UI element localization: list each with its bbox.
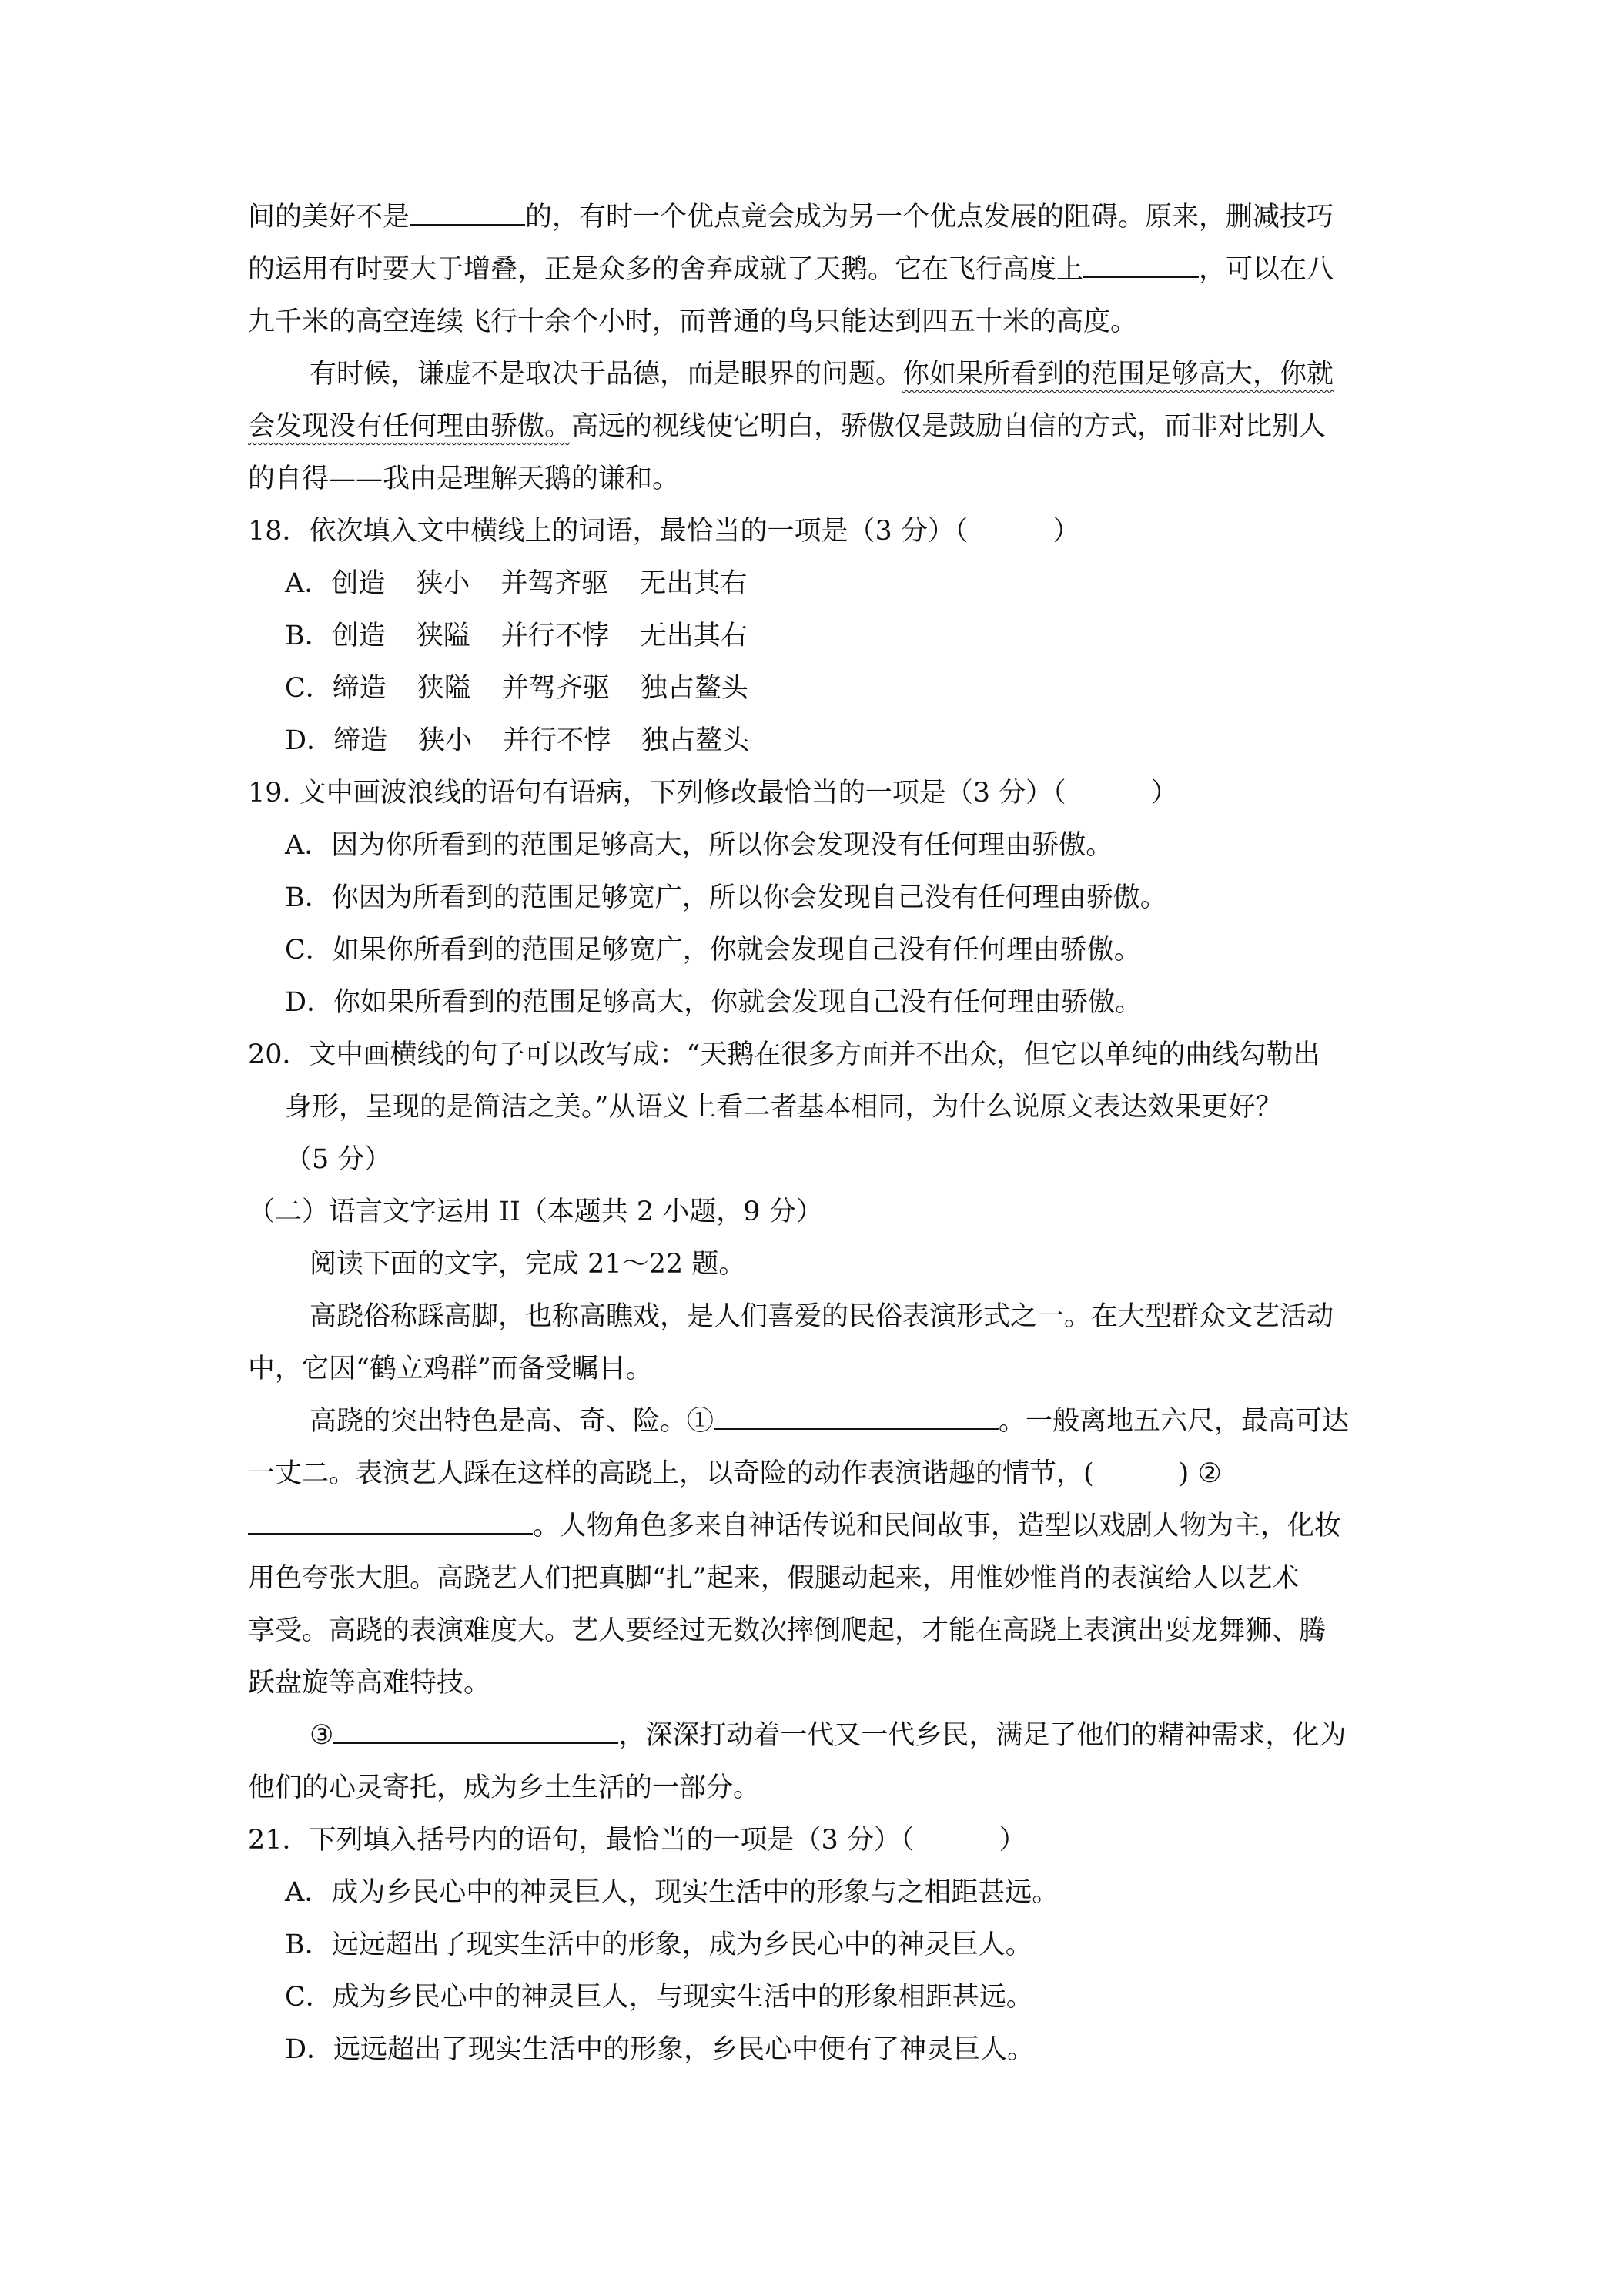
passage-line [248, 1500, 1389, 1552]
text: 的，有时一个优点竟会成为另一个优点发展的阻碍。原来，删减技巧 [525, 202, 1334, 233]
fill-blank [248, 1508, 533, 1535]
option-word: 创造 [331, 568, 386, 599]
option-word: 缔造 [333, 725, 388, 756]
passage-line: 享受。高跷的表演难度大。艺人要经过无数次摔倒爬起，才能在高跷上表演出耍龙舞狮、腾 [248, 1615, 1327, 1646]
question-20-line: 20．文中画横线的句子可以改写成：“天鹅在很多方面并不出众，但它以单纯的曲线勾勒出 [248, 1039, 1320, 1070]
passage-line [248, 348, 1389, 400]
option-letter: B． [285, 621, 332, 651]
option-word: 狭小 [416, 568, 470, 599]
fill-blank [333, 1718, 618, 1744]
passage-line: 跃盘旋等高难特技。 [248, 1668, 491, 1699]
text: ，深深打动着一代又一代乡民，满足了他们的精神需求，化为 [618, 1720, 1347, 1751]
passage-line: 中，它因“鹤立鸡群”而备受瞩目。 [248, 1354, 653, 1384]
option-word: 缔造 [332, 673, 387, 704]
question-21-option-d: D．远远超出了现实生活中的形象，乡民心中便有了神灵巨人。 [285, 2034, 1035, 2065]
page-content [248, 191, 1389, 2076]
question-21-stem [248, 1814, 1389, 1866]
text: ③ [310, 1720, 334, 1751]
wavy-underlined-text: 你如果所看到的范围足够高大，你就 [902, 359, 1334, 390]
text: 高远的视线使它明白，骄傲仅是鼓励自信的方式，而非对比别人 [571, 411, 1327, 442]
option-word: 并驾齐驱 [501, 673, 610, 704]
option-word: 狭小 [418, 725, 473, 756]
question-18-option-a [248, 557, 1389, 610]
wavy-underlined-text: 会发现没有任何理由骄傲。 [248, 411, 572, 442]
option-word: 狭隘 [416, 621, 470, 651]
question-20-points: （5 分） [285, 1144, 392, 1175]
option-word: 无出其右 [639, 568, 748, 599]
passage-line: 高跷俗称踩高脚，也称高瞧戏，是人们喜爱的民俗表演形式之一。在大型群众文艺活动 [310, 1301, 1334, 1332]
option-word: 无出其右 [639, 621, 748, 651]
question-18-option-b [248, 610, 1389, 662]
passage-line [248, 1709, 1389, 1762]
text: 19. 文中画波浪线的语句有语病，下列修改最恰当的一项是（3 分）（ [248, 778, 1066, 808]
text: ） [1052, 516, 1080, 547]
question-18-stem [248, 505, 1389, 557]
fill-blank [410, 199, 525, 226]
passage-line [248, 243, 1389, 296]
option-word: 并行不悖 [500, 621, 609, 651]
option-word: 独占鳌头 [641, 725, 750, 756]
text: 高跷的突出特色是高、奇、险。① [310, 1406, 714, 1437]
option-word: 独占鳌头 [640, 673, 748, 704]
fill-blank [714, 1404, 999, 1430]
question-21-option-c: C．成为乡民心中的神灵巨人，与现实生活中的形象相距甚远。 [285, 1982, 1033, 2013]
text: ） [999, 1825, 1026, 1856]
text: 21．下列填入括号内的语句，最恰当的一项是（3 分）（ [248, 1825, 915, 1856]
section-instruction: 阅读下面的文字，完成 21～22 题。 [310, 1249, 746, 1280]
passage-line: 用色夸张大胆。高跷艺人们把真脚“扎”起来，假腿动起来，用惟妙惟肖的表演给人以艺术 [248, 1563, 1300, 1594]
text: 。一般离地五六尺，最高可达 [999, 1406, 1350, 1437]
passage-line: 的自得——我由是理解天鹅的谦和。 [248, 464, 680, 494]
passage-line [248, 191, 1389, 243]
text: 。人物角色多来自神话传说和民间故事，造型以戏剧人物为主，化妆 [533, 1511, 1342, 1541]
passage-line: 他们的心灵寄托，成为乡土生活的一部分。 [248, 1772, 761, 1803]
text: 的运用有时要大于增叠，正是众多的舍弃成就了天鹅。它在飞行高度上 [248, 254, 1084, 285]
question-20-line: 身形，呈现的是简洁之美。”从语义上看二者基本相同，为什么说原文表达效果更好？ [285, 1092, 1283, 1123]
section-title: （二）语言文字运用 II（本题共 2 小题，9 分） [248, 1197, 823, 1227]
text: 一丈二。表演艺人踩在这样的高跷上，以奇险的动作表演谐趣的情节，( [248, 1458, 1094, 1489]
text: 18．依次填入文中横线上的词语，最恰当的一项是（3 分）（ [248, 516, 969, 547]
option-word: 狭隘 [417, 673, 471, 704]
passage-line [248, 400, 1389, 453]
question-18-option-c [248, 662, 1389, 715]
option-word: 创造 [331, 621, 386, 651]
question-19-option-b: B．你因为所看到的范围足够宽广，所以你会发现自己没有任何理由骄傲。 [285, 882, 1167, 913]
question-19-stem [248, 767, 1389, 819]
fill-blank [1083, 252, 1199, 278]
text: 有时候，谦虚不是取决于品德，而是眼界的问题。 [310, 359, 903, 390]
text: 间的美好不是 [248, 202, 410, 233]
option-letter: A． [285, 568, 332, 599]
question-18-option-d [248, 715, 1389, 767]
passage-line [248, 1395, 1389, 1448]
passage-line: 九千米的高空连续飞行十余个小时，而普通的鸟只能达到四五十米的高度。 [248, 306, 1138, 337]
question-19-option-c: C．如果你所看到的范围足够宽广，你就会发现自己没有任何理由骄傲。 [285, 935, 1141, 966]
question-21-option-a: A．成为乡民心中的神灵巨人，现实生活中的形象与之相距甚远。 [285, 1877, 1059, 1908]
option-letter: D． [285, 725, 334, 756]
text: ，可以在八 [1199, 254, 1334, 285]
question-19-option-a: A．因为你所看到的范围足够高大，所以你会发现没有任何理由骄傲。 [285, 830, 1113, 861]
question-19-option-d: D．你如果所看到的范围足够高大，你就会发现自己没有任何理由骄傲。 [285, 987, 1143, 1018]
question-21-option-b: B．远远超出了现实生活中的形象，成为乡民心中的神灵巨人。 [285, 1930, 1032, 1960]
option-letter: C． [285, 673, 333, 704]
passage-line [248, 1448, 1389, 1500]
option-word: 并驾齐驱 [500, 568, 609, 599]
text: ) ② [1178, 1458, 1222, 1489]
text: ） [1150, 778, 1178, 808]
option-word: 并行不悖 [503, 725, 611, 756]
